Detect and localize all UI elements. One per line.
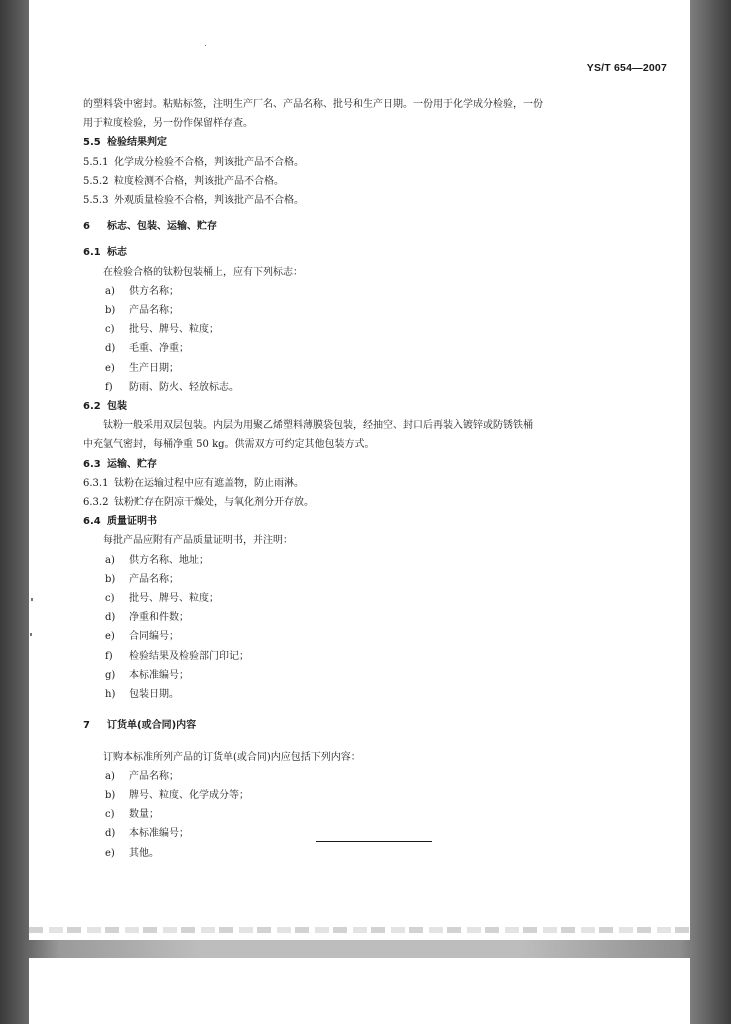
section-6-heading bbox=[83, 217, 603, 236]
section-title: 质量证明书 bbox=[107, 516, 157, 528]
list-label: d) bbox=[105, 612, 116, 624]
list-label: e) bbox=[105, 631, 115, 643]
scan-speck bbox=[31, 598, 33, 601]
list-text: 检验结果及检验部门印记； bbox=[129, 650, 249, 662]
clause-text: 化学成分检验不合格，判该批产品不合格。 bbox=[114, 156, 304, 168]
list-text: 包装日期。 bbox=[129, 689, 179, 701]
list-item bbox=[83, 339, 603, 358]
section-7-intro: 订购本标准所列产品的订货单(或合同)内应包括下列内容： bbox=[103, 751, 361, 763]
section-number: 6.4 bbox=[83, 516, 101, 528]
list-text: 产品名称； bbox=[129, 770, 179, 782]
section-title: 运输、贮存 bbox=[107, 458, 157, 470]
section-number: 6 bbox=[83, 221, 90, 233]
section-title: 标志 bbox=[107, 247, 127, 259]
list-label: a) bbox=[105, 554, 115, 566]
list-text: 净重和件数； bbox=[129, 612, 189, 624]
list-item bbox=[83, 608, 603, 627]
scan-bottom-edge bbox=[29, 927, 690, 933]
section-6-4-intro: 每批产品应附有产品质量证明书，并注明： bbox=[103, 535, 293, 547]
clause-number: 5.5.1 bbox=[83, 156, 109, 168]
list-label: b) bbox=[105, 305, 116, 317]
section-number: 7 bbox=[83, 720, 90, 732]
list-item bbox=[83, 570, 603, 589]
section-6-4-heading bbox=[83, 512, 603, 531]
list-item bbox=[83, 647, 603, 666]
list-label: f) bbox=[105, 650, 113, 662]
list-item bbox=[83, 301, 603, 320]
list-text: 产品名称； bbox=[129, 305, 179, 317]
clause-6-3-2 bbox=[83, 493, 603, 512]
next-page bbox=[29, 958, 690, 1024]
scan-speck bbox=[205, 45, 206, 46]
list-label: c) bbox=[105, 809, 115, 821]
list-label: d) bbox=[105, 828, 116, 840]
paragraph-line: 钛粉一般采用双层包装。内层为用聚乙烯塑料薄膜袋包装，经抽空、封口后再装入镀锌或防锈铁桶 bbox=[103, 420, 533, 432]
list-label: h) bbox=[105, 689, 116, 701]
list-text: 供方名称； bbox=[129, 285, 179, 297]
list-text: 本标准编号； bbox=[129, 669, 189, 681]
section-6-3-heading bbox=[83, 455, 603, 474]
list-label: b) bbox=[105, 573, 116, 585]
list-text: 供方名称、地址； bbox=[129, 554, 209, 566]
scan-speck bbox=[30, 633, 32, 636]
list-label: g) bbox=[105, 669, 116, 681]
section-title: 包装 bbox=[107, 401, 127, 413]
list-label: e) bbox=[105, 362, 115, 374]
end-of-document-rule bbox=[316, 841, 432, 842]
list-label: a) bbox=[105, 285, 115, 297]
list-item bbox=[83, 805, 603, 824]
clause-5-5-3 bbox=[83, 191, 603, 210]
list-label: a) bbox=[105, 770, 115, 782]
standard-code: YS/T 654—2007 bbox=[586, 62, 667, 74]
section-title: 订货单(或合同)内容 bbox=[107, 720, 197, 732]
clause-text: 钛粉贮存在阴凉干燥处，与氧化剂分开存放。 bbox=[114, 497, 314, 509]
list-label: e) bbox=[105, 847, 115, 859]
section-title: 检验结果判定 bbox=[107, 137, 167, 149]
clause-text: 外观质量检验不合格，判该批产品不合格。 bbox=[114, 195, 304, 207]
paragraph-line: 用于粒度检验，另一份作保留样存查。 bbox=[83, 118, 253, 130]
section-number: 6.3 bbox=[83, 458, 101, 470]
section-6-1-heading bbox=[83, 243, 603, 262]
list-text: 批号、牌号、粒度； bbox=[129, 593, 219, 605]
list-item bbox=[83, 359, 603, 378]
list-text: 毛重、净重； bbox=[129, 343, 189, 355]
clause-number: 6.3.1 bbox=[83, 477, 109, 489]
paragraph-line: 的塑料袋中密封。粘贴标签，注明生产厂名、产品名称、批号和生产日期。一份用于化学成分检验，一份 bbox=[83, 99, 543, 110]
list-label: f) bbox=[105, 381, 113, 393]
list-item bbox=[83, 320, 603, 339]
list-item bbox=[83, 378, 603, 397]
list-item bbox=[83, 666, 603, 685]
list-label: c) bbox=[105, 593, 115, 605]
list-text: 本标准编号； bbox=[129, 828, 189, 840]
clause-number: 5.5.3 bbox=[83, 195, 109, 207]
clause-5-5-1 bbox=[83, 153, 603, 172]
list-text: 数量； bbox=[129, 809, 159, 821]
list-text: 产品名称； bbox=[129, 573, 179, 585]
document-body bbox=[83, 95, 603, 863]
list-item bbox=[83, 551, 603, 570]
list-text: 批号、牌号、粒度； bbox=[129, 324, 219, 336]
section-number: 6.2 bbox=[83, 401, 101, 413]
list-label: b) bbox=[105, 789, 116, 801]
list-text: 生产日期； bbox=[129, 362, 179, 374]
list-item bbox=[83, 844, 603, 863]
list-item bbox=[83, 767, 603, 786]
section-number: 6.1 bbox=[83, 247, 101, 259]
list-item bbox=[83, 589, 603, 608]
list-text: 防雨、防火、轻放标志。 bbox=[129, 381, 239, 393]
list-item bbox=[83, 786, 603, 805]
list-text: 其他。 bbox=[129, 847, 159, 859]
paragraph-line: 中充氩气密封，每桶净重 50 kg。供需双方可约定其他包装方式。 bbox=[83, 439, 375, 451]
section-7-heading bbox=[83, 716, 603, 735]
list-label: d) bbox=[105, 343, 116, 355]
clause-5-5-2 bbox=[83, 172, 603, 191]
clause-number: 5.5.2 bbox=[83, 175, 109, 187]
list-item bbox=[83, 282, 603, 301]
list-text: 牌号、粒度、化学成分等； bbox=[129, 789, 249, 801]
section-6-1-intro: 在检验合格的钛粉包装桶上，应有下列标志： bbox=[103, 266, 303, 278]
clause-number: 6.3.2 bbox=[83, 497, 109, 509]
section-number: 5.5 bbox=[83, 137, 101, 149]
clause-text: 粒度检测不合格，判该批产品不合格。 bbox=[114, 175, 284, 187]
list-item bbox=[83, 685, 603, 704]
section-5-5-heading bbox=[83, 133, 603, 152]
list-text: 合同编号； bbox=[129, 631, 179, 643]
list-label: c) bbox=[105, 324, 115, 336]
clause-text: 钛粉在运输过程中应有遮盖物，防止雨淋。 bbox=[114, 477, 304, 489]
list-item bbox=[83, 627, 603, 646]
section-title: 标志、包装、运输、贮存 bbox=[107, 221, 217, 233]
section-6-2-heading bbox=[83, 397, 603, 416]
clause-6-3-1 bbox=[83, 474, 603, 493]
